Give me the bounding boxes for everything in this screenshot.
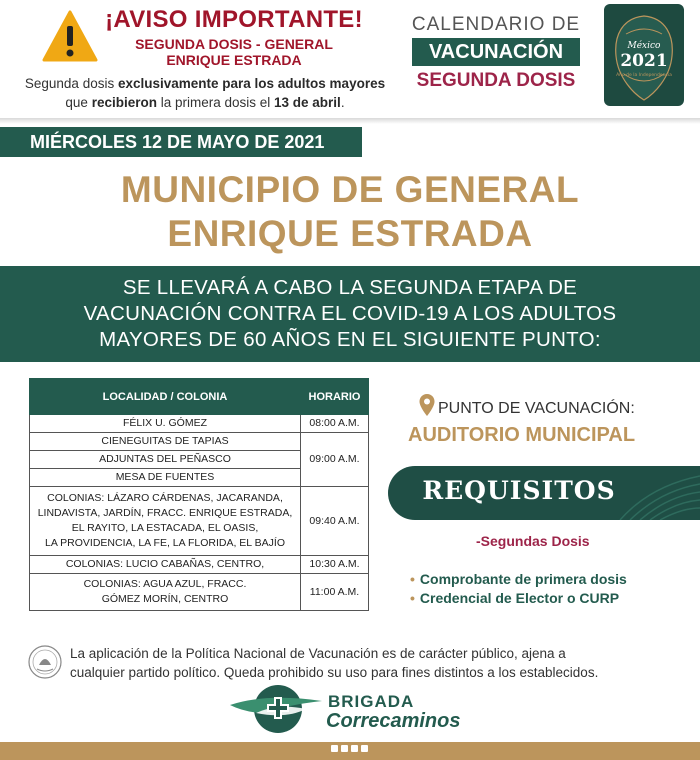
facebook-icon[interactable] (331, 745, 338, 752)
svg-text:Año de la Independencia: Año de la Independencia (616, 73, 672, 78)
bullet-icon: • (410, 590, 415, 606)
header-shadow (0, 118, 700, 124)
column-header-localidad: LOCALIDAD / COLONIA (30, 379, 301, 415)
table-row: FÉLIX U. GÓMEZ 08:00 A.M. (30, 415, 369, 433)
correcaminos-label: Correcaminos (326, 710, 461, 732)
aviso-subtitle: SEGUNDA DOSIS - GENERAL ENRIQUE ESTRADA (135, 36, 333, 68)
punto-place: AUDITORIO MUNICIPAL (408, 424, 636, 446)
table-row: ADJUNTAS DEL PEÑASCO (30, 451, 369, 469)
svg-text:México: México (627, 41, 661, 51)
schedule-table (29, 378, 369, 611)
punto-label: PUNTO DE VACUNACIÓN: (438, 400, 635, 417)
list-item: • Comprobante de primera dosis (410, 571, 627, 587)
mexico-2021-logo (604, 4, 684, 106)
list-item: • Credencial de Elector o CURP (410, 590, 620, 606)
brigada-correcaminos-logo (226, 683, 326, 735)
table-row: COLONIAS: LÁZARO CÁRDENAS, JACARANDA, LINDAVISTA, JARDÍN, FRACC. ENRIQUE ESTRADA, EL RAYITO, LA ESTACADA, EL OASIS, LA PROVIDENCIA, LA FE, LA FLORIDA, EL BAJÍO 09:40 A.M. (30, 487, 369, 556)
table-header-row (30, 379, 369, 415)
warning-icon (42, 10, 98, 62)
date-strip: MIÉRCOLES 12 DE MAYO DE 2021 (0, 127, 362, 157)
social-icons (331, 745, 368, 752)
legal-note: La aplicación de la Política Nacional de Vacunación es de carácter público, ajena a cualquier partido político. Queda prohibido su uso para fines distintos a los establecidos. (70, 646, 599, 680)
brigada-label: BRIGADA (328, 692, 415, 711)
column-header-horario: HORARIO (301, 379, 369, 415)
svg-text:2021: 2021 (620, 51, 668, 71)
table-row: CIENEGUITAS DE TAPIAS 09:00 A.M. (30, 433, 369, 451)
table-row: MESA DE FUENTES (30, 469, 369, 487)
twitter-icon[interactable] (341, 745, 348, 752)
municipio-title: MUNICIPIO DE GENERAL ENRIQUE ESTRADA (120, 169, 580, 254)
calendar-title: CALENDARIO DE (411, 14, 581, 35)
header (0, 0, 700, 118)
bullet-icon: • (410, 571, 415, 587)
aviso-title: ¡AVISO IMPORTANTE! (105, 6, 363, 33)
aviso-body: Segunda dosis exclusivamente para los adultos mayores que recibieron la primera dosis el 13 de abril. (24, 76, 386, 110)
table-row: COLONIAS: AGUA AZUL, FRACC. GÓMEZ MORÍN, CENTRO 11:00 A.M. (30, 574, 369, 611)
announcement-text: SE LLEVARÁ A CABO LA SEGUNDA ETAPA DE VACUNACIÓN CONTRA EL COVID-19 A LOS ADULTOS MAYORES DE 60 AÑOS EN EL SIGUIENTE PUNTO: (83, 276, 617, 351)
requisitos-title: REQUISITOS (422, 476, 616, 505)
calendar-vacunacion: VACUNACIÓN (412, 38, 580, 66)
coat-of-arms-seal-icon (28, 645, 62, 679)
calendar-segunda-dosis: SEGUNDA DOSIS (416, 70, 576, 91)
youtube-icon[interactable] (361, 745, 368, 752)
location-pin-icon (418, 393, 436, 417)
instagram-icon[interactable] (351, 745, 358, 752)
requisitos-subtitle: -Segundas Dosis (476, 533, 590, 549)
table-row: COLONIAS: LUCIO CABAÑAS, CENTRO, 10:30 A.M. (30, 556, 369, 574)
requisitos-list (410, 570, 627, 608)
